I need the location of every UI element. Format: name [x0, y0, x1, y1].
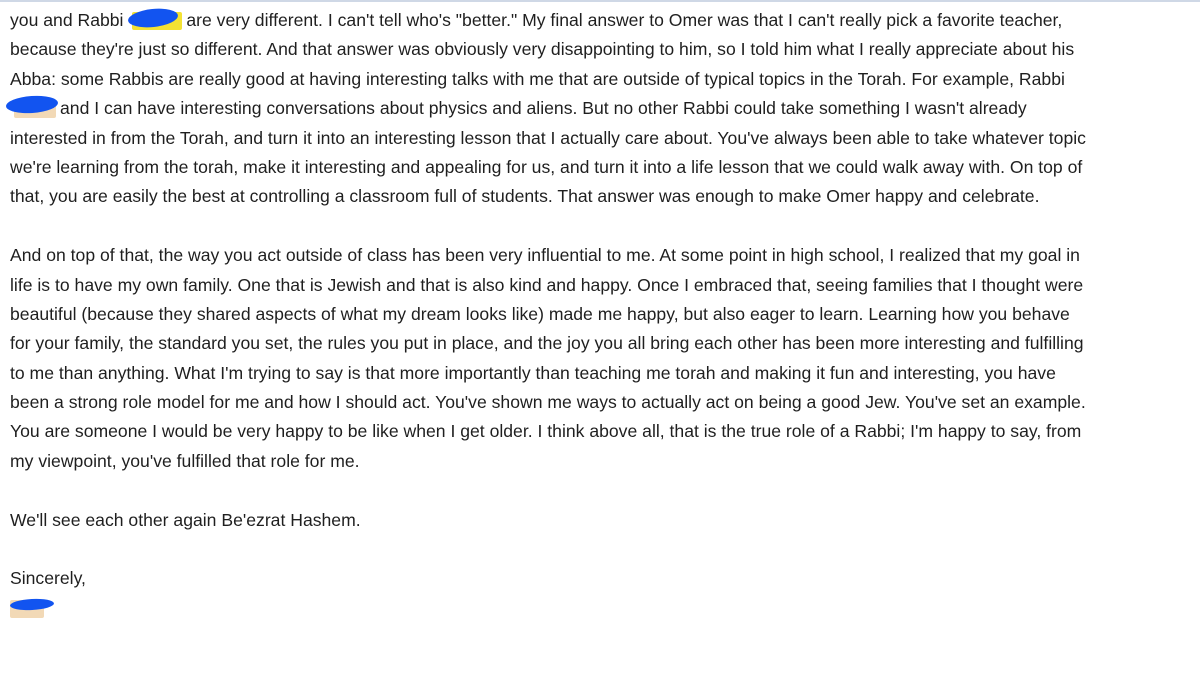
paragraph-2-line-2: life is to have my own family. One that is Jewish and that is also kind and happy. Once I embraced that, seeing families that I thought were — [10, 274, 1084, 295]
paragraph-gap — [10, 476, 1200, 505]
redacted-name-mark — [10, 96, 60, 118]
paragraph-2-line-4: for your family, the standard you set, the rules you put in place, and the joy you all bring each other has been more interesting and fulfilling — [10, 333, 1084, 354]
paragraph-2-line-8: my viewpoint, you've fulfilled that role for me. — [10, 450, 360, 471]
redacted-signature-mark — [10, 596, 56, 618]
paragraph-gap — [10, 535, 1200, 564]
line-text: and I can have interesting conversations about physics and aliens. But no other Rabbi could take something I wasn't already — [60, 98, 1027, 119]
paragraph-2-line-7: You are someone I would be very happy to be like when I get older. I think above all, that is the true role of a Rabbi; I'm happy to say, from — [10, 421, 1082, 442]
paragraph-1-line-4 — [10, 94, 1200, 123]
paragraph-2-line-3: beautiful (because they shared aspects of what my dream looks like) made me happy, but also eager to learn. Learning how you behave — [10, 303, 1070, 324]
paragraph-1-line-1 — [10, 6, 1200, 35]
sign-off: Sincerely, — [10, 568, 86, 589]
paragraph-gap — [10, 212, 1200, 241]
paragraph-1-line-7: that, you are easily the best at controlling a classroom full of students. That answer was enough to make Omer happy and celebrate. — [10, 186, 1040, 207]
paragraph-2-line-5: to me than anything. What I'm trying to say is that more importantly than teaching me torah and making it fun and interesting, you have — [10, 362, 1056, 383]
signature-line — [10, 594, 1200, 623]
paragraph-1-line-3: Abba: some Rabbis are really good at having interesting talks with me that are outside of typical topics in the Torah. For example, Rabbi — [10, 68, 1065, 89]
paragraph-1-line-2: because they're just so different. And that answer was obviously very disappointing to him, so I told him what I really appreciate about his — [10, 39, 1075, 60]
closing-line: We'll see each other again Be'ezrat Hashem. — [10, 509, 361, 530]
paragraph-2-line-1: And on top of that, the way you act outside of class has been very influential to me. At some point in high school, I realized that my goal in — [10, 245, 1080, 266]
letter-body — [10, 6, 1200, 623]
paragraph-1-line-5: interested in from the Torah, and turn it into an interesting lesson that I actually care about. You've always been able to take whatever topic — [10, 127, 1086, 148]
redacted-name-mark — [128, 8, 186, 30]
paragraph-2-line-6: been a strong role model for me and how I should act. You've shown me ways to actually act on being a good Jew. You've set an example. — [10, 392, 1086, 413]
paragraph-1-line-6: we're learning from the torah, make it interesting and appealing for us, and turn it into a life lesson that we could walk away with. On top of — [10, 156, 1083, 177]
line-prefix: you and Rabbi — [10, 10, 124, 30]
line-text: are very different. I can't tell who's "better." My final answer to Omer was that I can't really pick a favorite teacher, — [186, 10, 1063, 30]
window-top-edge — [0, 0, 1200, 2]
